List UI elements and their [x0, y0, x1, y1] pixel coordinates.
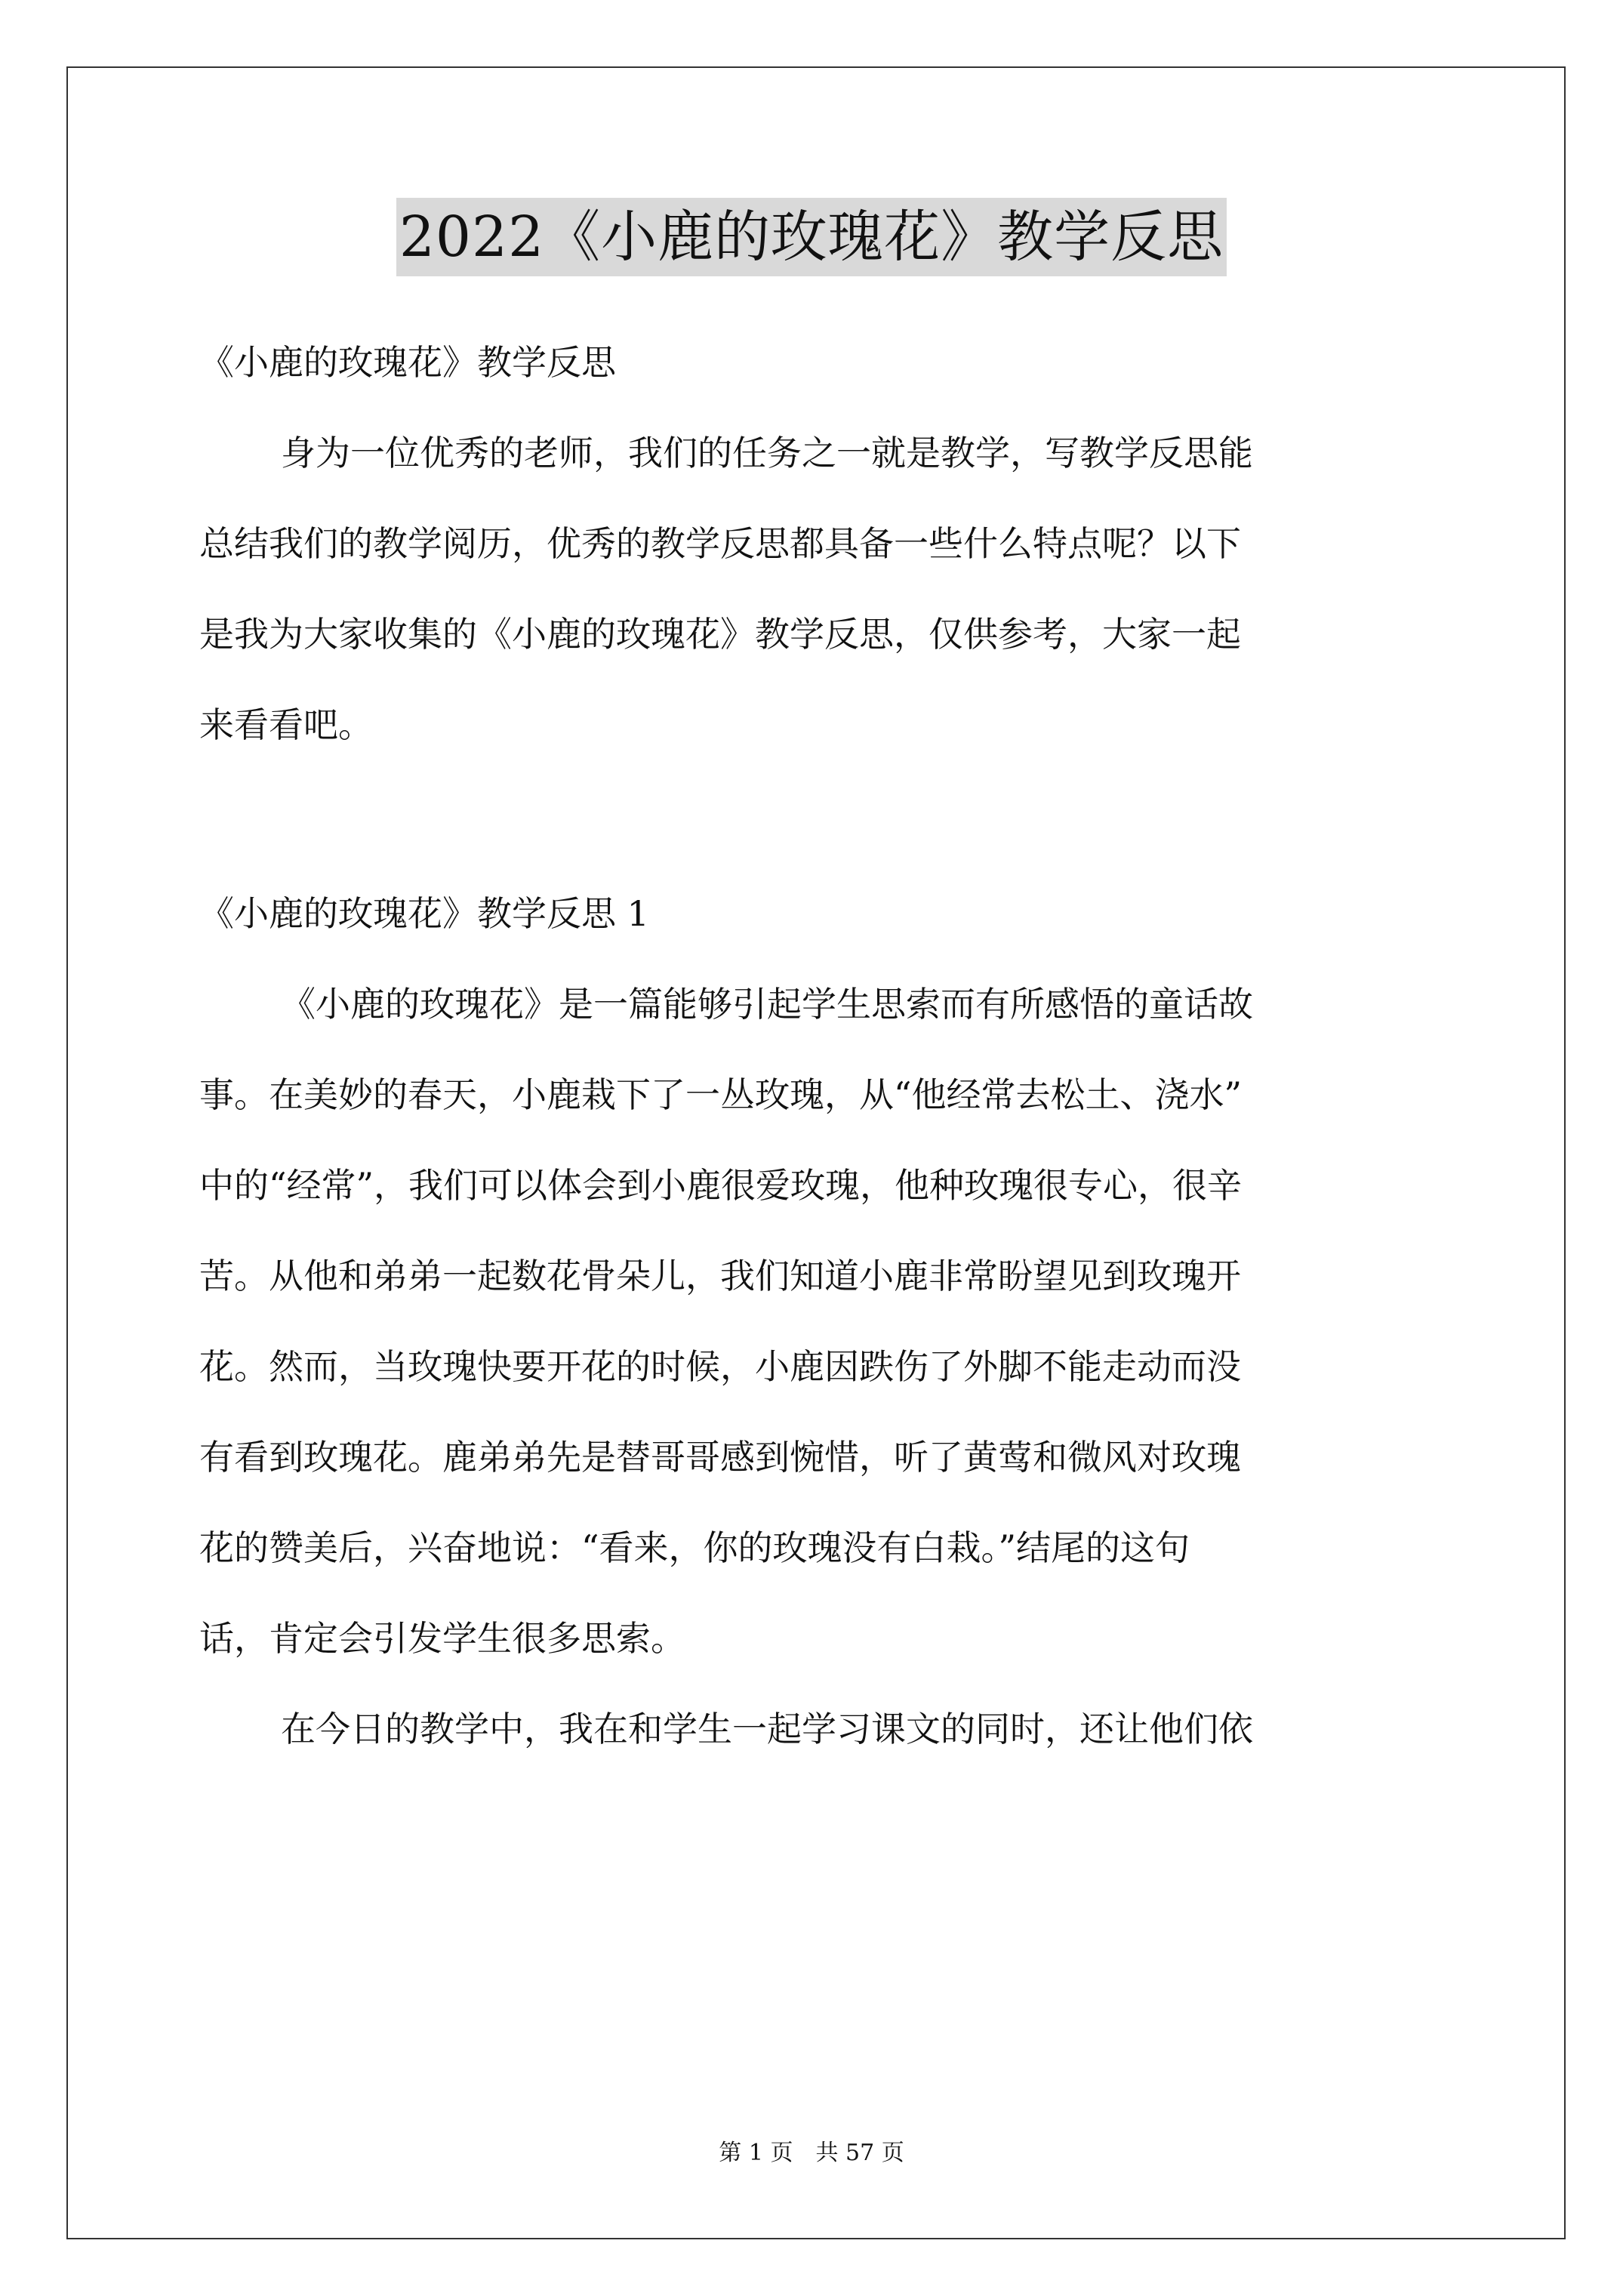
intro-line-4: 来看看吧。 — [199, 704, 373, 745]
intro-line-2: 总结我们的教学阅历，优秀的教学反思都具备一些什么特点呢？以下 — [199, 523, 1241, 564]
section-1-para-1-line-4: 苦。从他和弟弟一起数花骨朵儿，我们知道小鹿非常盼望见到玫瑰开 — [199, 1256, 1241, 1296]
title-container — [0, 198, 1623, 276]
section-1-para-2-line-1: 在今日的教学中，我在和学生一起学习课文的同时，还让他们依 — [281, 1709, 1253, 1749]
section-1-para-1-line-6: 有看到玫瑰花。鹿弟弟先是替哥哥感到惋惜，听了黄莺和微风对玫瑰 — [199, 1437, 1241, 1478]
section-1-para-1-line-7: 花的赞美后，兴奋地说：“看来，你的玫瑰没有白栽。”结尾的这句 — [199, 1527, 1190, 1568]
section-spacer — [199, 770, 1437, 868]
section-1-para-1-line-8: 话，肯定会引发学生很多思索。 — [199, 1618, 685, 1659]
page-footer — [0, 2138, 1623, 2168]
section-1-heading: 《小鹿的玫瑰花》教学反思 1 — [199, 893, 649, 934]
intro-line-1: 身为一位优秀的老师，我们的任务之一就是教学，写教学反思能 — [281, 433, 1253, 473]
section-1-para-1-line-1: 《小鹿的玫瑰花》是一篇能够引起学生思索而有所感悟的童话故 — [281, 984, 1253, 1025]
section-1-para-1-line-3: 中的“经常”，我们可以体会到小鹿很爱玫瑰，他种玫瑰很专心，很辛 — [199, 1165, 1243, 1206]
document-title: 2022《小鹿的玫瑰花》教学反思 — [396, 198, 1227, 276]
intro-line-3: 是我为大家收集的《小鹿的玫瑰花》教学反思，仅供参考，大家一起 — [199, 614, 1241, 655]
intro-heading: 《小鹿的玫瑰花》教学反思 — [199, 342, 616, 383]
document-body — [199, 317, 1437, 1774]
page-number-label: 第 1 页 共 57 页 — [719, 2140, 904, 2166]
section-1-para-1-line-5: 花。然而，当玫瑰快要开花的时候，小鹿因跌伤了外脚不能走动而没 — [199, 1346, 1241, 1387]
section-1-para-1-line-2: 事。在美妙的春天，小鹿栽下了一丛玫瑰，从“他经常去松土、浇水” — [199, 1074, 1243, 1115]
